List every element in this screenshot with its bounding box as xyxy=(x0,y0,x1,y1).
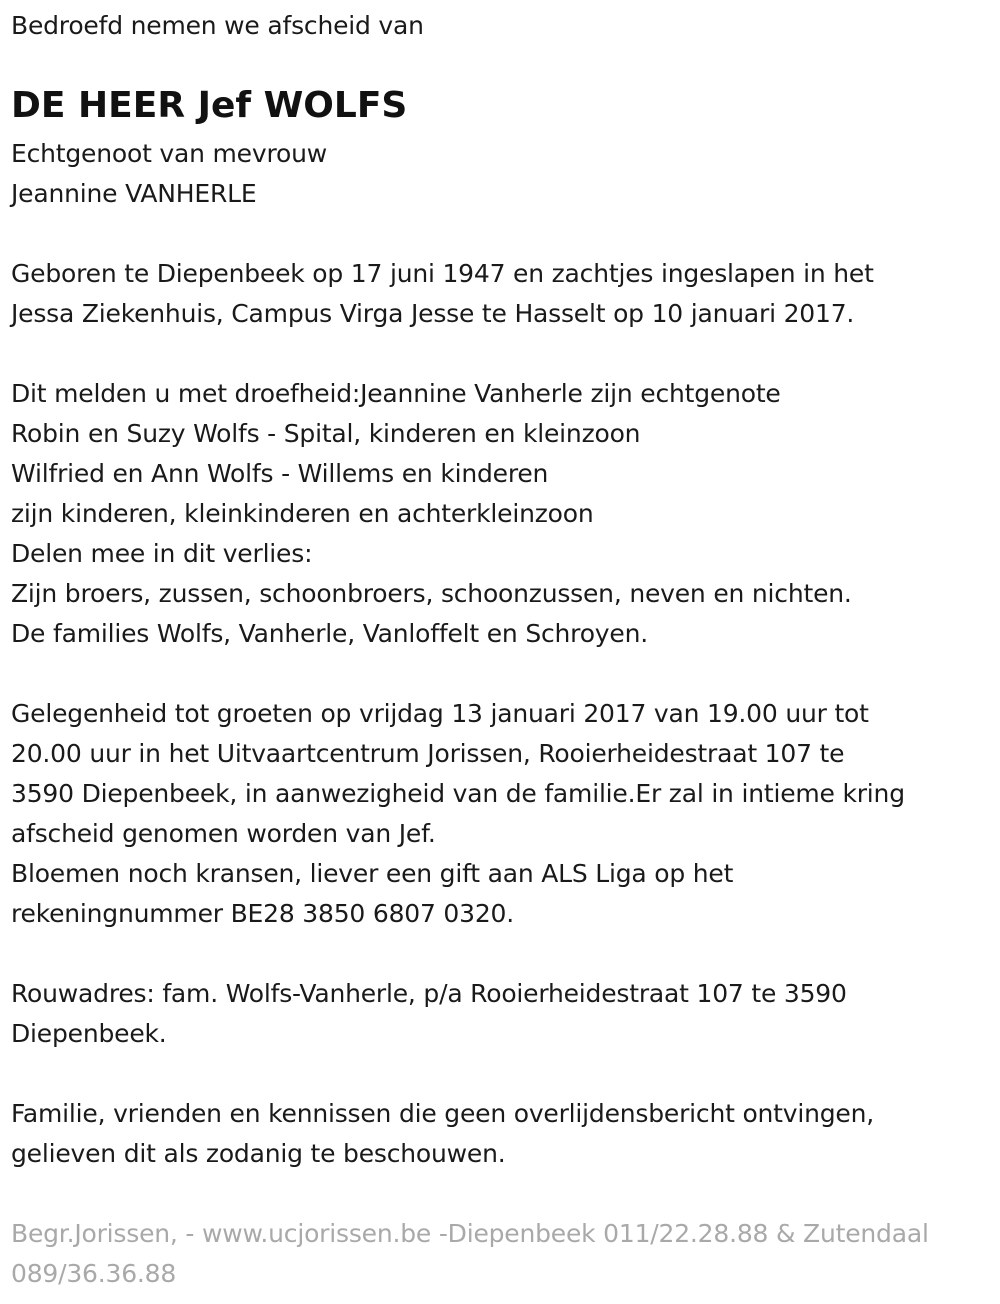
text-line: Gelegenheid tot groeten op vrijdag 13 januari 2017 van 19.00 uur tot xyxy=(11,699,869,728)
text-line: Bloemen noch kransen, liever een gift aan ALS Liga op het xyxy=(11,859,734,888)
text-line: Dit melden u met droefheid:Jeannine Vanherle zijn echtgenote xyxy=(11,379,781,408)
spouse-block xyxy=(11,134,327,214)
footer-line: Begr.Jorissen, - www.ucjorissen.be -Diepenbeek 011/22.28.88 & Zutendaal xyxy=(11,1219,929,1248)
text-line: Delen mee in dit verlies: xyxy=(11,539,313,568)
family-block xyxy=(11,374,852,654)
text-line: rekeningnummer BE28 3850 6807 0320. xyxy=(11,899,514,928)
text-line: 3590 Diepenbeek, in aanwezigheid van de familie.Er zal in intieme kring xyxy=(11,779,905,808)
text-line: Diepenbeek. xyxy=(11,1019,167,1048)
text-line: Geboren te Diepenbeek op 17 juni 1947 en zachtjes ingeslapen in het xyxy=(11,259,874,288)
text-line: Robin en Suzy Wolfs - Spital, kinderen en kleinzoon xyxy=(11,419,641,448)
spouse-line: Echtgenoot van mevrouw xyxy=(11,139,327,168)
text-line: gelieven dit als zodanig te beschouwen. xyxy=(11,1139,506,1168)
visitation-block xyxy=(11,694,905,934)
birth-death-block xyxy=(11,254,874,334)
funeral-home-footer xyxy=(11,1214,929,1294)
text-line: Familie, vrienden en kennissen die geen overlijdensbericht ontvingen, xyxy=(11,1099,875,1128)
deceased-name: DE HEER Jef WOLFS xyxy=(11,85,408,126)
spouse-name: Jeannine VANHERLE xyxy=(11,179,257,208)
text-line: Jessa Ziekenhuis, Campus Virga Jesse te Hasselt op 10 januari 2017. xyxy=(11,299,855,328)
text-line: De families Wolfs, Vanherle, Vanloffelt en Schroyen. xyxy=(11,619,648,648)
text-line: zijn kinderen, kleinkinderen en achterkleinzoon xyxy=(11,499,594,528)
mourning-address-block xyxy=(11,974,847,1054)
closing-block xyxy=(11,1094,874,1174)
text-line: afscheid genomen worden van Jef. xyxy=(11,819,436,848)
footer-line: 089/36.36.88 xyxy=(11,1259,177,1288)
text-line: 20.00 uur in het Uitvaartcentrum Jorissen, Rooierheidestraat 107 te xyxy=(11,739,845,768)
intro-text: Bedroefd nemen we afscheid van xyxy=(11,11,424,40)
text-line: Rouwadres: fam. Wolfs-Vanherle, p/a Rooierheidestraat 107 te 3590 xyxy=(11,979,847,1008)
text-line: Wilfried en Ann Wolfs - Willems en kinderen xyxy=(11,459,549,488)
text-line: Zijn broers, zussen, schoonbroers, schoonzussen, neven en nichten. xyxy=(11,579,852,608)
